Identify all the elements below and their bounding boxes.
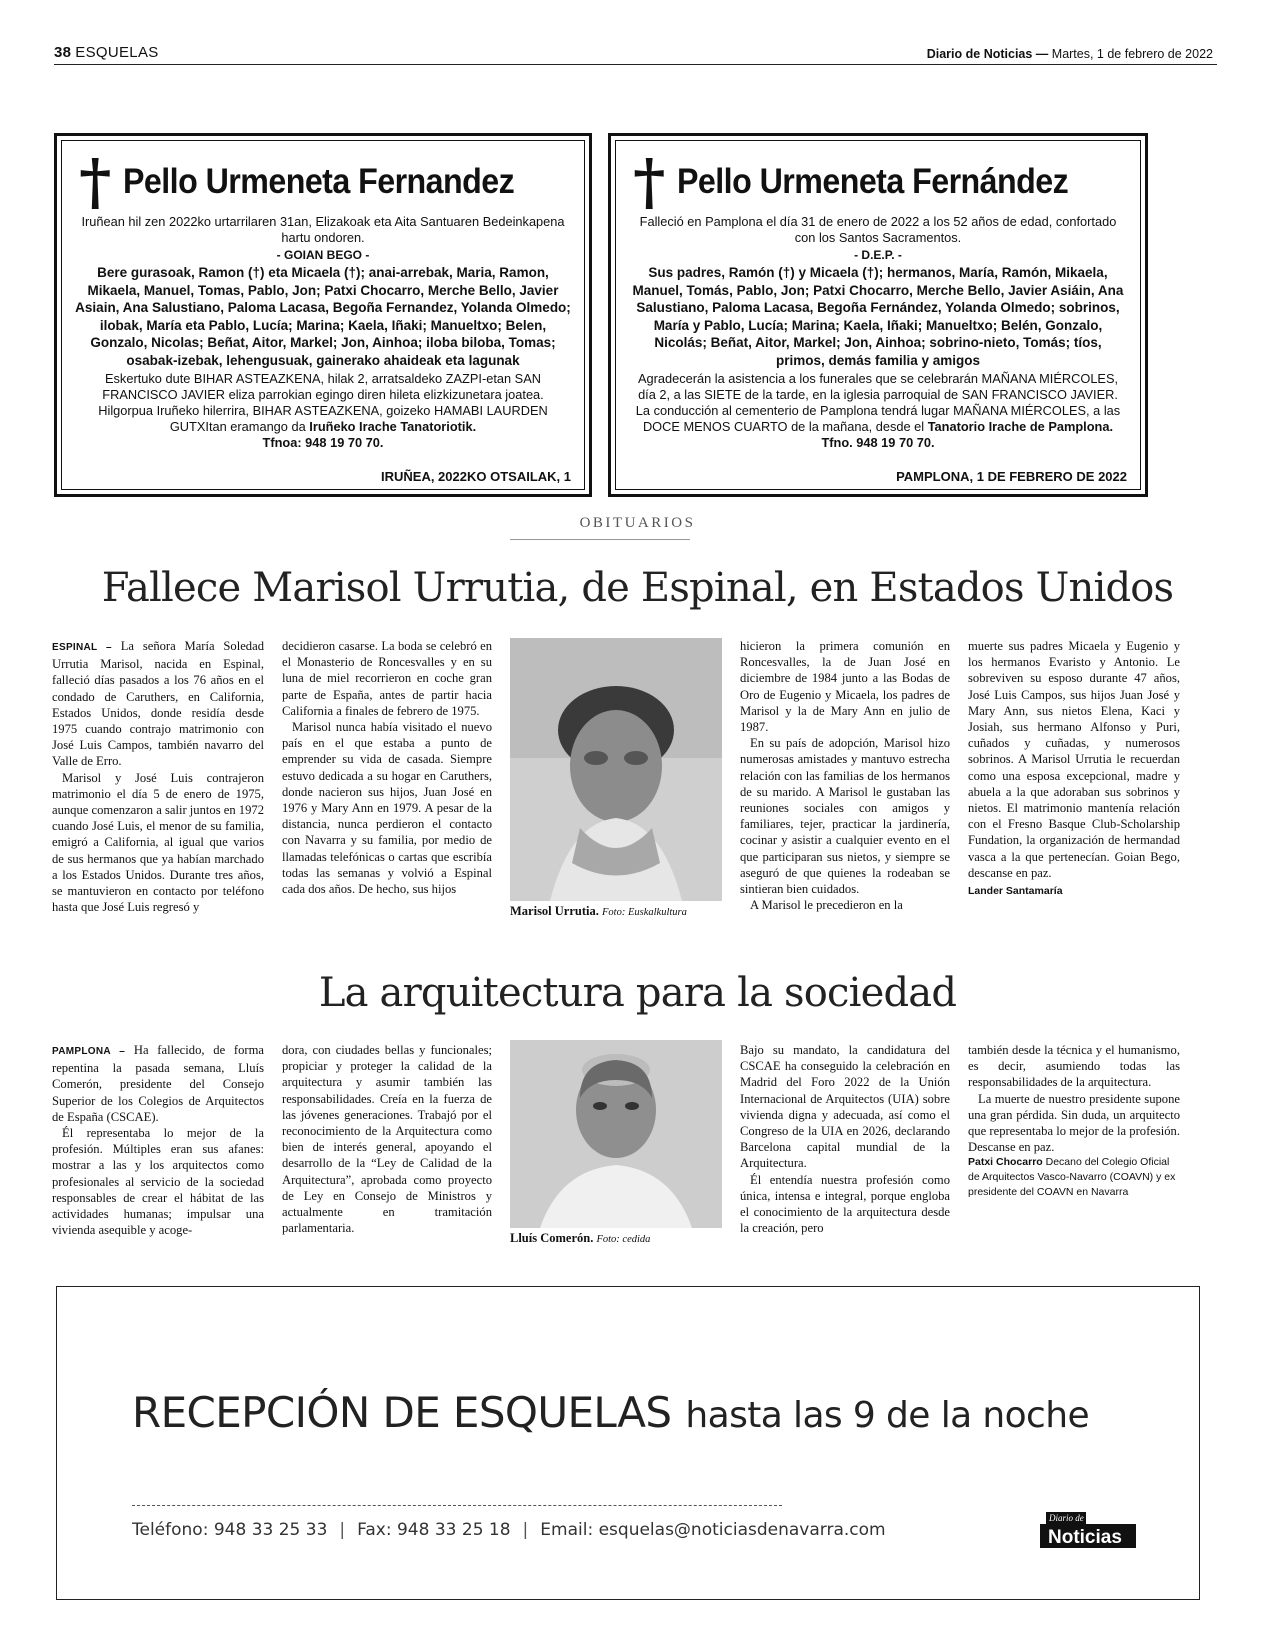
esquela-intro: Iruñean hil zen 2022ko urtarrilaren 31an, Elizakoak eta Aita Santuaren Bedeinkapena hartu ondoren. xyxy=(81,214,565,245)
esquela-burial: La conducción al cementerio de Pamplona tendrá lugar MAÑANA MIÉRCOLES, a las DOCE MENOS CUARTO de la mañana, desde el Tanatorio Irache de Pamplona. xyxy=(635,403,1121,434)
esquela-family: Bere gurasoak, Ramon (†) eta Micaela (†); anai-arrebak, Maria, Ramon, Mikaela, Manuel, Tomas, Pablo, Jon; Patxi Chocarro, Merche Bello, Javier Asiain, Ana Salustiano, Paloma Lacasa, Begoña Fernandez, Yolanda Olmedo; ilobak, María eta Pablo, Lucía; Marina; Kaela, Iñaki; Manueltxo; Belen, Gonzalo, Nicolas; Beñat, Aitor, Markel; Jon, Ainhoa; iloba biloba, Tomas; osabak-izebak, lehengusuak, gainerako ahaideak eta lagunak xyxy=(75,265,571,368)
section-label: OBITUARIOS xyxy=(579,515,696,531)
ad-box xyxy=(56,1286,1200,1600)
esquela-basque xyxy=(54,133,592,497)
cross-icon: † xyxy=(79,145,112,218)
article1-column-3: hicieron la primera comunión en Roncesvalles, la de Juan José en diciembre de 1984 junto a las Bodas de Oro de Eugenio y Micaela, los padres de Marisol y la de Mary Ann en julio de 1987. En su país de adopción, Marisol hizo numerosas amistades y mantuvo estrecha relación con las familias de los hermanos de su marido. A Marisol le gustaban las reuniones sociales con amigos y familiares, tejer, practicar la jardinería, cocinar y asistir a cualquier evento en el que participaran sus nietos, y siempre se aseguró de que quienes la rodeaban se sintieran bien cuidados. A Marisol le precedieron en la xyxy=(740,639,950,913)
esquela-rip: - GOIAN BEGO - xyxy=(276,248,370,262)
esquela-burial: Hilgorpua Iruñeko hilerrira, BIHAR ASTEAZKENA, goizeko HAMABI LAURDEN GUTXItan eramango da Iruñeko Irache Tanatoriotik. xyxy=(98,403,548,434)
article1-headline: Fallece Marisol Urrutia, de Espinal, en Estados Unidos xyxy=(101,565,1174,611)
newspaper-name: Diario de Noticias — xyxy=(926,47,1049,61)
issue-date: Martes, 1 de febrero de 2022 xyxy=(1051,47,1213,61)
header-rule xyxy=(54,64,1217,65)
svg-text:Noticias: Noticias xyxy=(1048,1527,1122,1548)
ad-fax: 948 33 25 18 xyxy=(396,1520,511,1540)
article2-column-3: Bajo su mandato, la candidatura del CSCAE ha conseguido la celebración en Madrid del Foro 2022 de la Unión Internacional de Arquitectos (UIA) sobre vivienda digna y adecuada, así como el Congreso de la UIA en 2026, declarando Barcelona capital mundial de la Arquitectura. Él entendía nuestra profesión como única, intensa e integral, porque engloba el conocimiento de la arquitectura desde la creación, pero xyxy=(740,1043,950,1236)
portrait-image xyxy=(510,1040,722,1228)
article1-column-4: muerte sus padres Micaela y Eugenio y los hermanos Evaristo y Antonio. Le sobreviven su esposo durante 47 años, José Luis Campos, sus hijos Juan José y Mary Ann, sus nietos Elena, Kaci y Josiah, sus hermano Alfonso y Puri, cuñados y cuñadas, y numerosos sobrinos. A Marisol Urrutia le recuerdan como una esposa excepcional, madre y abuela a la que adoraban sus sobrinos y nietos. El matrimonio mantenía relación con el Fresno Basque Club-Scholarship Fundation, la organización de hermandad vasca a la que pertenecían. Goian Bego, descanse en paz. Lander Santamaría xyxy=(968,638,1180,899)
svg-text:Diario de: Diario de xyxy=(1049,1513,1084,1523)
page-header-left xyxy=(54,44,159,61)
esquela-funeral: Agradecerán la asistencia a los funerales que se celebrarán MAÑANA MIÉRCOLES, día 2, a las SIETE de la tarde, en la iglesia parroquial de SAN FRANCISCO JAVIER. xyxy=(637,371,1119,402)
esquela-family: Sus padres, Ramón (†) y Micaela (†); hermanos, María, Ramón, Mikaela, Manuel, Tomás, Pablo, Jon; Patxi Chocarro, Merche Bello, Javier Asiáin, Ana Salustiano, Paloma Lacasa, Begoña Fernández, Yolanda Olmedo; sobrinos, María y Pablo, Lucía; Marina; Kaela, Iñaki; Manueltxo; Belén, Gonzalo, Nicolás; Beñat, Aitor, Markel; Jon, Ainhoa; sobrino-nieto, Tomás; tíos, primos, demás familia y amigos xyxy=(632,265,1124,368)
article2-dateline: PAMPLONA – xyxy=(52,1046,126,1057)
esquela-footer: PAMPLONA, 1 DE FEBRERO DE 2022 xyxy=(896,469,1127,484)
esquela-intro: Falleció en Pamplona el día 31 de enero de 2022 a los 52 años de edad, confortado con los Santos Sacramentos. xyxy=(639,214,1117,245)
ad-email-link[interactable]: esquelas@noticiasdenavarra.com xyxy=(598,1520,886,1540)
ad-subtitle: hasta las 9 de la noche xyxy=(685,1395,1090,1436)
esquela-phone: Tfno. 948 19 70 70. xyxy=(821,435,935,450)
esquela-spanish xyxy=(608,133,1148,497)
ad-contact-line: Teléfono: 948 33 25 33 | Fax: 948 33 25 18 | Email: esquelas@noticiasdenavarra.com xyxy=(132,1520,886,1540)
article2-column-4: también desde la técnica y el humanismo, es decir, asumiendo todas las responsabilidades de la arquitectura. La muerte de nuestro presidente supone una gran pérdida. Sin duda, un arquitecto que representaba lo mejor de la profesión. Descanse en paz. Patxi Chocarro Decano del Colegio Oficial de Arquitectos Vasco-Navarro (COAVN) y ex presidente del COAVN en Navarra xyxy=(968,1043,1180,1199)
article1-caption: Marisol Urrutia. Foto: Euskalkultura xyxy=(510,904,687,918)
photo-lluis-comeron xyxy=(510,1040,722,1228)
article2-column-2: dora, con ciudades bellas y funcionales; propiciar y proteger la calidad de la arquitectura y asumir también las responsabilidades. Creía en la fuerza de las jóvenes generaciones. Trabajó por el reconocimiento de la Arquitectura como bien de interés general, apoyando el desarrollo de la “Ley de Calidad de la Arquitectura”, aprobada como proyecto de Ley en Consejo de Ministros y actualmente en tramitación parlamentaria. xyxy=(282,1043,492,1236)
ad-title-bold: RECEPCIÓN xyxy=(132,1388,370,1437)
portrait-image xyxy=(510,638,722,901)
ad-dashed-divider xyxy=(132,1505,782,1506)
article2-caption: Lluís Comerón. Foto: cedida xyxy=(510,1231,651,1245)
article1-signature: Lander Santamaría xyxy=(968,885,1063,898)
section-name: ESQUELAS xyxy=(75,44,159,61)
page-header-right xyxy=(927,47,1213,61)
ad-phone: 948 33 25 33 xyxy=(213,1520,328,1540)
photo-marisol-urrutia xyxy=(510,638,722,901)
article2-column-1: PAMPLONA – Ha fallecido, de forma repentina la pasada semana, Lluís Comerón, presidente del Consejo Superior de los Colegios de Arquitectos de España (CSCAE). Él representaba lo mejor de la profesión. Múltiples eran sus afanes: mostrar a las y los arquitectos como profesionales al servicio de la sociedad responsables de crear el hábitat de las actividades humanas; impulsar una vivienda asequible y acoge- xyxy=(52,1043,265,1238)
esquela-title xyxy=(633,145,1127,218)
diario-de-noticias-logo xyxy=(1036,1510,1142,1550)
esquela-funeral: Eskertuko dute BIHAR ASTEAZKENA, hilak 2, arratsaldeko ZAZPI-etan SAN FRANCISCO JAVIER eliza parrokian egingo diren hileta elizkizunetara joatea. xyxy=(102,371,544,402)
esquela-phone: Tfnoa: 948 19 70 70. xyxy=(262,435,384,450)
esquela-title xyxy=(79,145,571,218)
section-rule xyxy=(510,539,690,540)
esquela-footer: IRUÑEA, 2022KO OTSAILAK, 1 xyxy=(381,469,571,484)
article1-dateline: ESPINAL – xyxy=(52,642,112,653)
ad-title xyxy=(132,1388,1089,1437)
page-number: 38 xyxy=(54,44,72,61)
ad-title-rest: DE ESQUELAS xyxy=(382,1388,672,1437)
article2-headline: La arquitectura para la sociedad xyxy=(318,970,957,1016)
esquela-rip: - D.E.P. - xyxy=(854,248,902,262)
deceased-name: Pello Urmeneta Fernández xyxy=(677,162,1069,201)
article2-signature: Patxi Chocarro Decano del Colegio Oficial de Arquitectos Vasco-Navarro (COAVN) y ex presidente del COAVN en Navarra xyxy=(968,1156,1176,1199)
cross-icon: † xyxy=(633,145,666,218)
article1-column-1: ESPINAL – La señora María Soledad Urrutia Marisol, nacida en Espinal, falleció días pasados a los 76 años en el condado de Caruthers, en California, Estados Unidos, donde residía desde 1975 cuando contrajo matrimonio con José Luis Campos, también navarro del Valle de Erro. Marisol y José Luis contrajeron matrimonio el día 5 de enero de 1975, aunque comenzaron a salir juntos en 1972 cuando José Luis, el menor de su familia, emigró a California, al igual que varios de sus hermanos que ya habían marchado a los Estados Unidos. Durante tres años, se mantuvieron en contacto por teléfono hasta que José Luis regresó y xyxy=(52,639,264,915)
article1-column-2: decidieron casarse. La boda se celebró en el Monasterio de Roncesvalles y en su luna de miel recorrieron en coche gran parte de España, antes de partir hacia California a finales de febrero de 1975. Marisol nunca había visitado el nuevo país en el que estaba a punto de emprender su vida de casada. Siempre estuvo dedicada a su hogar en Caruthers, donde nacieron sus hijos, Juan José en 1976 y Mary Ann en 1979. A pesar de la distancia, nunca perdieron el contacto con Navarra y su familia, por medio de llamadas telefónicas o cartas que escribía todas las semanas y volvió a Espinal cada dos años. De hecho, sus hijos xyxy=(282,639,492,897)
deceased-name: Pello Urmeneta Fernandez xyxy=(123,162,515,201)
